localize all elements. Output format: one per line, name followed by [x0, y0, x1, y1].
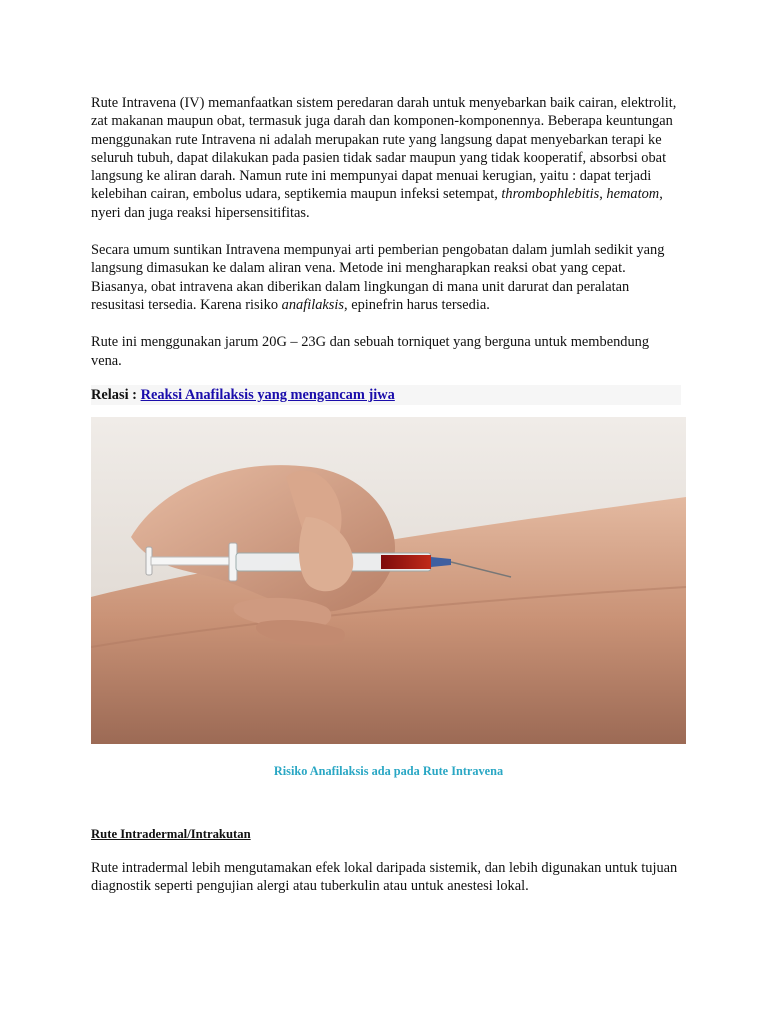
syringe-blood [381, 555, 431, 569]
paragraph-needle: Rute ini menggunakan jarum 20G – 23G dan sebuah torniquet yang berguna untuk membendung vena. [91, 334, 650, 369]
related-label: Relasi : [91, 386, 141, 403]
paragraph-intradermal: Rute intradermal lebih mengutamakan efek lokal daripada sistemik, dan lebih digunakan untuk tujuan diagnostik seperti pengujian alergi atau tuberkulin atau untuk anestesi lokal. [91, 859, 678, 895]
paragraph-text: , epinefrin harus tersedia. [344, 296, 490, 313]
paragraph-text: Rute Intravena (IV) memanfaatkan sistem peredaran darah untuk menyebarkan baik cairan, elektrolit, zat makanan maupun obat, termasuk juga darah dan komponen-komponennya. Beberapa keuntungan menggunakan rute Intravena ni adalah merupakan rute yang langsung dapat menyebarkan terapi ke seluruh tubuh, dapat dilakukan pada pasien tidak sadar maupun yang tidak kooperatif, absorbsi obat langsung ke aliran darah. Namun rute ini mempunyai dapat menuai kerugian, yaitu : dapat terjadi kelebihan cairan, embolus udara, septikemia maupun infeksi setempat, [91, 95, 677, 203]
figure-caption: Risiko Anafilaksis ada pada Rute Intravena [273, 763, 504, 778]
paragraph-text: , [599, 186, 607, 203]
paragraph-text: , nyeri dan juga reaksi hipersensitifitas. [91, 186, 663, 221]
injection-illustration [91, 417, 686, 744]
related-link-bar [91, 385, 681, 405]
related-article-link[interactable]: Reaksi Anafilaksis yang mengancam jiwa [140, 386, 395, 403]
term-hematom: hematom [606, 186, 660, 203]
term-thrombophlebitis: thrombophlebitis [501, 186, 600, 203]
paragraph-intravena-definition [91, 241, 681, 314]
syringe-plunger [151, 557, 231, 565]
injection-photo [91, 417, 686, 744]
paragraph-intravena-intro [91, 94, 681, 222]
document-page [91, 94, 681, 895]
paragraph-text: Secara umum suntikan Intravena mempunyai arti pemberian pengobatan dalam jumlah sedikit yang langsung dimasukan ke dalam aliran vena. Metode ini mengharapkan reaksi obat yang cepat. Biasanya, obat intravena akan diberikan dalam lingkungan di mana unit darurat dan peralatan resusitasi tersedia. Karena risiko [91, 242, 665, 313]
term-anafilaksis: anafilaksis [281, 296, 344, 313]
section-heading-intradermal: Rute Intradermal/Intrakutan [91, 826, 251, 841]
